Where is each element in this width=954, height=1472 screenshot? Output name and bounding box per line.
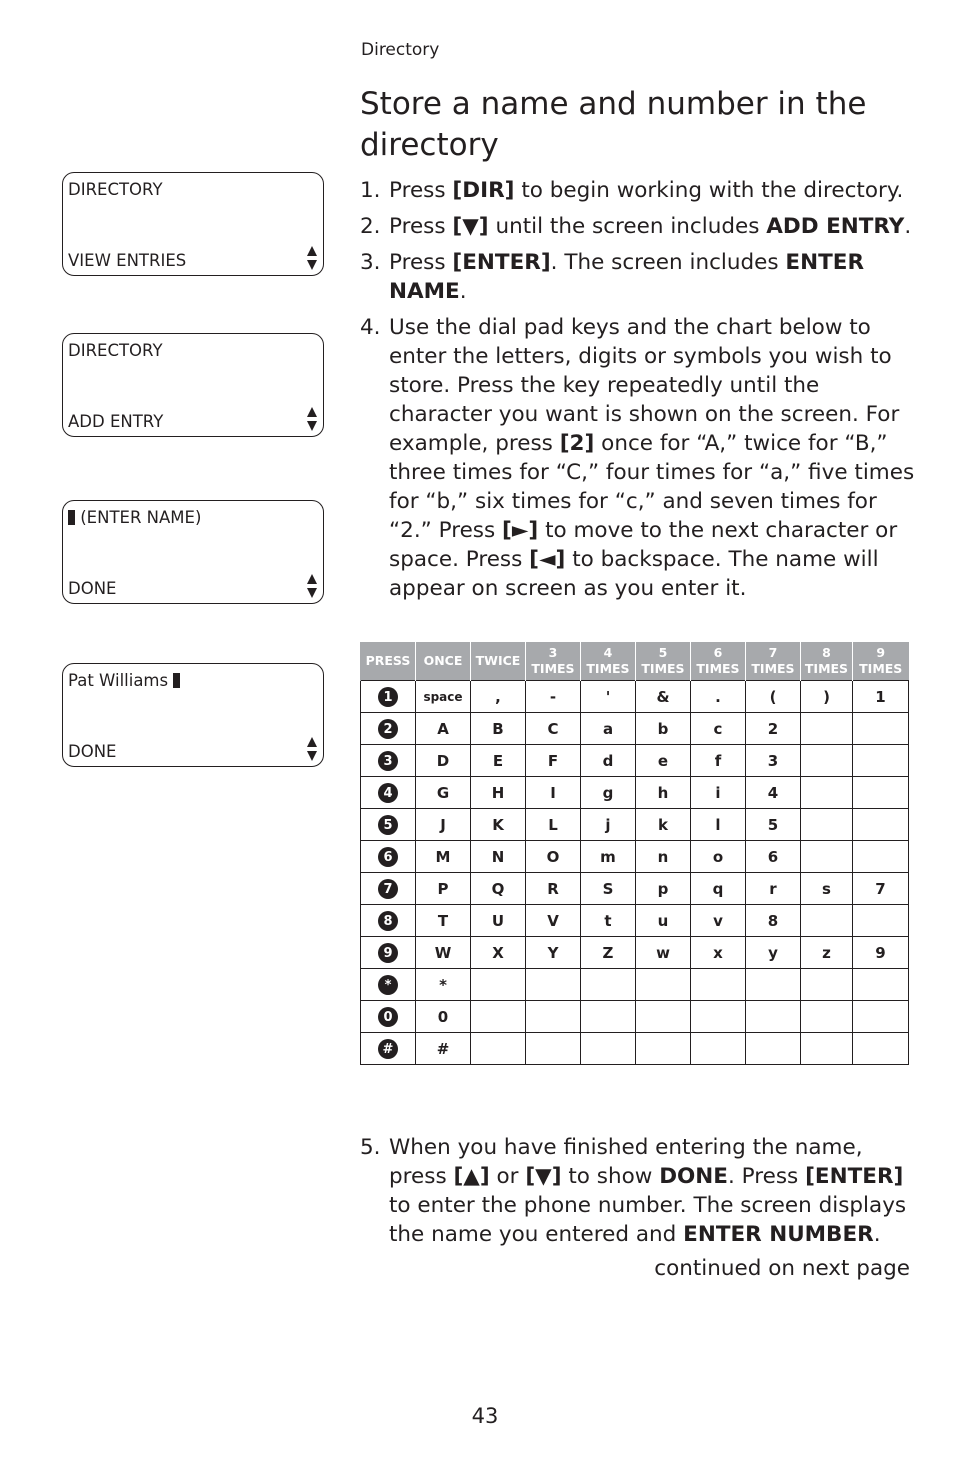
dialpad-key-icon: 8 xyxy=(378,911,398,931)
table-row xyxy=(361,841,909,873)
table-cell: k xyxy=(636,809,691,841)
table-cell xyxy=(853,905,909,937)
table-cell xyxy=(636,1033,691,1065)
up-down-arrows-icon xyxy=(306,406,318,432)
table-cell: Y xyxy=(526,937,581,969)
chart-column-header: ONCE xyxy=(416,642,471,681)
continued-note: continued on next page xyxy=(654,1256,910,1281)
table-cell: 9 xyxy=(853,937,909,969)
table-cell: Q xyxy=(471,873,526,905)
table-cell: 4 xyxy=(746,777,801,809)
table-cell xyxy=(801,809,853,841)
up-down-arrows-icon xyxy=(306,736,318,762)
step-2: 2. Press [▼] until the screen includes ADD ENTRY. xyxy=(360,214,912,239)
table-cell: g xyxy=(581,777,636,809)
screen-line-1: (ENTER NAME) xyxy=(80,508,202,527)
table-cell: W xyxy=(416,937,471,969)
table-cell xyxy=(853,1033,909,1065)
press-key-cell xyxy=(361,809,416,841)
table-row xyxy=(361,1001,909,1033)
table-cell: d xyxy=(581,745,636,777)
chart-column-header: TWICE xyxy=(471,642,526,681)
table-cell: I xyxy=(526,777,581,809)
press-key-cell xyxy=(361,905,416,937)
table-cell: * xyxy=(416,969,471,1001)
table-cell xyxy=(471,1033,526,1065)
dialpad-key-icon: 6 xyxy=(378,847,398,867)
press-key-cell xyxy=(361,1033,416,1065)
table-cell: i xyxy=(691,777,746,809)
table-row xyxy=(361,873,909,905)
chart-column-header: 5 TIMES xyxy=(636,642,691,681)
table-cell: w xyxy=(636,937,691,969)
table-cell xyxy=(853,969,909,1001)
table-cell: K xyxy=(471,809,526,841)
steps-list-continued xyxy=(360,1133,920,1256)
table-cell: X xyxy=(471,937,526,969)
table-cell: ' xyxy=(581,681,636,713)
screen-directory-view-entries xyxy=(62,172,324,276)
table-cell xyxy=(853,1001,909,1033)
table-row xyxy=(361,1033,909,1065)
character-chart xyxy=(360,642,909,1065)
chart-column-header: 4 TIMES xyxy=(581,642,636,681)
table-cell xyxy=(746,969,801,1001)
table-row xyxy=(361,969,909,1001)
table-cell xyxy=(801,1033,853,1065)
table-cell xyxy=(853,777,909,809)
step-3: 3. Press [ENTER]. The screen includes ENTER NAME. xyxy=(360,250,864,304)
table-cell xyxy=(581,1033,636,1065)
table-cell: c xyxy=(691,713,746,745)
table-cell: Z xyxy=(581,937,636,969)
table-cell: V xyxy=(526,905,581,937)
table-cell xyxy=(746,1001,801,1033)
table-cell: R xyxy=(526,873,581,905)
table-cell xyxy=(526,969,581,1001)
table-cell: m xyxy=(581,841,636,873)
press-key-cell xyxy=(361,681,416,713)
dialpad-key-icon: 7 xyxy=(378,879,398,899)
table-cell xyxy=(471,1001,526,1033)
table-cell: O xyxy=(526,841,581,873)
step-4: 4. Use the dial pad keys and the chart below to enter the letters, digits or symbols you wish to store. Press the key repeatedly until the character you want is shown on the screen. For example, press [2] once for “A,” twice for “B,” three times for “C,” four times for “a,” five times for “b,” six times for “c,” and seven times for “2.” Press [►] to move to the next character or space. Press [◄] to backspace. The name will appear on screen as you enter it. xyxy=(360,315,915,601)
dialpad-key-icon: 5 xyxy=(378,815,398,835)
dialpad-key-icon: 9 xyxy=(378,943,398,963)
page-title: Store a name and number in the directory xyxy=(360,86,867,163)
chart-column-header: 8 TIMES xyxy=(801,642,853,681)
table-cell xyxy=(526,1001,581,1033)
table-cell xyxy=(801,777,853,809)
table-cell: 3 xyxy=(746,745,801,777)
table-cell xyxy=(581,969,636,1001)
table-cell: b xyxy=(636,713,691,745)
table-cell: v xyxy=(691,905,746,937)
chart-body xyxy=(361,681,909,1065)
table-cell: L xyxy=(526,809,581,841)
table-cell xyxy=(801,1001,853,1033)
table-cell: S xyxy=(581,873,636,905)
screen-line-2: DONE xyxy=(68,579,117,598)
table-row xyxy=(361,745,909,777)
chart-column-header: 9 TIMES xyxy=(853,642,909,681)
table-cell xyxy=(801,713,853,745)
screen-enter-name xyxy=(62,500,324,604)
table-row xyxy=(361,681,909,713)
table-cell: space xyxy=(416,681,471,713)
table-cell: U xyxy=(471,905,526,937)
table-cell: . xyxy=(691,681,746,713)
table-cell: l xyxy=(691,809,746,841)
cursor-icon xyxy=(173,673,180,688)
step-5: 5. When you have finished entering the name, press [▲] or [▼] to show DONE. Press [ENTER] to enter the phone number. The screen displays the name you entered and ENTER NUMBER. xyxy=(360,1135,907,1247)
table-cell: H xyxy=(471,777,526,809)
chart-column-header: 3 TIMES xyxy=(526,642,581,681)
table-cell: N xyxy=(471,841,526,873)
cursor-icon xyxy=(68,510,75,525)
press-key-cell xyxy=(361,1001,416,1033)
dialpad-key-icon: 0 xyxy=(378,1007,398,1027)
table-cell: E xyxy=(471,745,526,777)
table-cell: e xyxy=(636,745,691,777)
screen-line-1: Pat Williams xyxy=(68,671,169,690)
chart-column-header: PRESS xyxy=(361,642,416,681)
table-cell: y xyxy=(746,937,801,969)
table-cell: r xyxy=(746,873,801,905)
table-cell: z xyxy=(801,937,853,969)
up-down-arrows-icon xyxy=(306,245,318,271)
screen-line-1: DIRECTORY xyxy=(68,341,163,360)
table-cell xyxy=(526,1033,581,1065)
dialpad-key-icon: # xyxy=(378,1039,398,1059)
table-cell xyxy=(853,841,909,873)
table-cell xyxy=(691,1001,746,1033)
chart-column-header: 7 TIMES xyxy=(746,642,801,681)
table-cell: C xyxy=(526,713,581,745)
table-cell xyxy=(853,745,909,777)
table-cell xyxy=(691,969,746,1001)
table-cell: f xyxy=(691,745,746,777)
table-cell: s xyxy=(801,873,853,905)
press-key-cell xyxy=(361,937,416,969)
table-cell: M xyxy=(416,841,471,873)
table-cell xyxy=(801,745,853,777)
table-cell: 2 xyxy=(746,713,801,745)
table-cell: h xyxy=(636,777,691,809)
table-cell xyxy=(691,1033,746,1065)
table-cell xyxy=(746,1033,801,1065)
table-cell: P xyxy=(416,873,471,905)
table-row xyxy=(361,713,909,745)
dialpad-key-icon: 2 xyxy=(378,719,398,739)
dialpad-key-icon: 4 xyxy=(378,783,398,803)
table-cell xyxy=(853,713,909,745)
table-cell: D xyxy=(416,745,471,777)
press-key-cell xyxy=(361,841,416,873)
table-cell: 7 xyxy=(853,873,909,905)
press-key-cell xyxy=(361,969,416,1001)
press-key-cell xyxy=(361,745,416,777)
page-number: 43 xyxy=(471,1404,499,1428)
screen-directory-add-entry xyxy=(62,333,324,437)
screen-line-1: DIRECTORY xyxy=(68,180,163,199)
table-cell: 8 xyxy=(746,905,801,937)
table-cell: G xyxy=(416,777,471,809)
table-cell xyxy=(801,905,853,937)
step-1: 1. Press [DIR] to begin working with the directory. xyxy=(360,178,904,203)
table-cell xyxy=(801,841,853,873)
table-cell xyxy=(801,969,853,1001)
table-cell: j xyxy=(581,809,636,841)
table-cell: B xyxy=(471,713,526,745)
table-cell xyxy=(636,969,691,1001)
table-row xyxy=(361,905,909,937)
table-cell: - xyxy=(526,681,581,713)
table-cell: u xyxy=(636,905,691,937)
table-cell: T xyxy=(416,905,471,937)
table-cell: A xyxy=(416,713,471,745)
table-cell xyxy=(471,969,526,1001)
table-cell: q xyxy=(691,873,746,905)
table-cell xyxy=(581,1001,636,1033)
table-row xyxy=(361,809,909,841)
table-cell: 1 xyxy=(853,681,909,713)
screen-pat-williams xyxy=(62,663,324,767)
table-cell: p xyxy=(636,873,691,905)
table-cell: 6 xyxy=(746,841,801,873)
up-down-arrows-icon xyxy=(306,573,318,599)
table-cell: t xyxy=(581,905,636,937)
screen-line-2: ADD ENTRY xyxy=(68,412,164,431)
table-cell: n xyxy=(636,841,691,873)
table-cell: x xyxy=(691,937,746,969)
table-cell: ( xyxy=(746,681,801,713)
table-cell: F xyxy=(526,745,581,777)
press-key-cell xyxy=(361,777,416,809)
table-cell xyxy=(636,1001,691,1033)
table-row xyxy=(361,937,909,969)
press-key-cell xyxy=(361,873,416,905)
section-header: Directory xyxy=(361,40,440,60)
dialpad-key-icon: 1 xyxy=(378,687,398,707)
table-cell: a xyxy=(581,713,636,745)
table-cell xyxy=(853,809,909,841)
screen-line-2: VIEW ENTRIES xyxy=(68,251,187,270)
table-cell: J xyxy=(416,809,471,841)
press-key-cell xyxy=(361,713,416,745)
table-cell: & xyxy=(636,681,691,713)
chart-column-header: 6 TIMES xyxy=(691,642,746,681)
table-cell: o xyxy=(691,841,746,873)
table-cell: ) xyxy=(801,681,853,713)
screen-line-2: DONE xyxy=(68,742,117,761)
dialpad-key-icon: 3 xyxy=(378,751,398,771)
dialpad-key-icon: * xyxy=(378,975,398,995)
table-cell: # xyxy=(416,1033,471,1065)
table-row xyxy=(361,777,909,809)
steps-list xyxy=(360,176,920,610)
chart-header-row xyxy=(361,642,909,681)
table-cell: , xyxy=(471,681,526,713)
table-cell: 0 xyxy=(416,1001,471,1033)
table-cell: 5 xyxy=(746,809,801,841)
